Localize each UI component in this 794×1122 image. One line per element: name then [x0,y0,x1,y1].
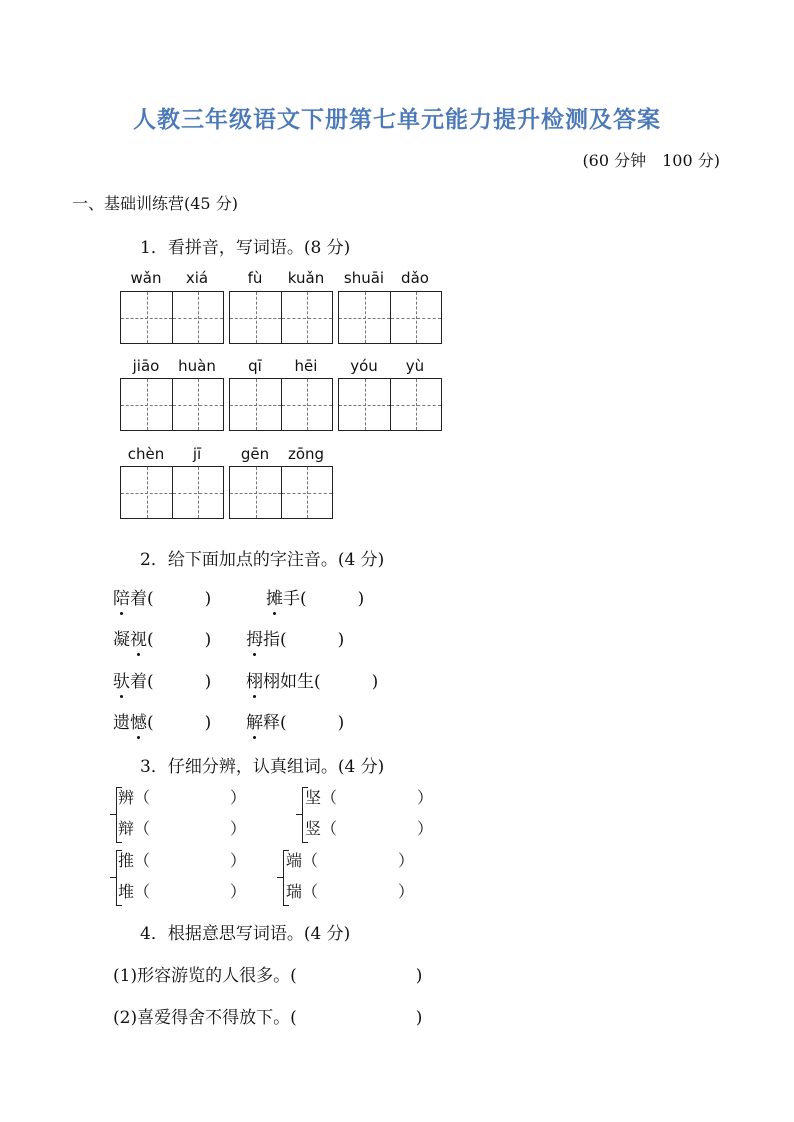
annotate-item: 栩栩如生( ) [246,667,378,692]
definition-item: (1)形容游览的人很多。( ) [113,966,423,986]
annotate-item: 遗憾( ) [113,708,211,733]
annotate-item: 摊手( ) [266,584,364,609]
annotate-item: 拇指( ) [246,625,344,650]
annotate-item: 驮着( ) [113,667,211,692]
writing-cell[interactable] [281,379,332,430]
pinyin-label: kuǎn [287,269,325,287]
writing-box-group[interactable] [229,378,333,431]
pair-line: 端（ ） [286,851,415,870]
pinyin-label: jī [192,445,202,463]
writing-box-group[interactable] [229,291,333,344]
pair-line: 竖（ ） [305,819,434,838]
pinyin-label: huàn [178,357,216,375]
writing-cell[interactable] [281,467,332,518]
pinyin-label: fù [247,269,263,287]
writing-cell[interactable] [390,379,441,430]
pinyin-label: gēn [240,445,270,463]
question-4-title: 4．根据意思写词语。(4 分) [140,924,351,944]
writing-cell[interactable] [230,292,281,343]
annotate-item: 凝视( ) [113,625,211,650]
pair-line: 堆（ ） [118,882,247,901]
pair-line: 坚（ ） [305,788,434,807]
writing-cell[interactable] [281,292,332,343]
pinyin-label: xiá [185,269,209,287]
document-title: 人教三年级语文下册第七单元能力提升检测及答案 [133,107,661,133]
pinyin-label: qī [248,357,262,375]
annotate-item: 陪着( ) [113,584,211,609]
dotted-char: 摊 [266,584,283,609]
writing-cell[interactable] [339,379,390,430]
question-1-title: 1．看拼音，写词语。(8 分) [140,238,351,258]
pinyin-label: chèn [127,445,165,463]
writing-cell[interactable] [230,379,281,430]
writing-cell[interactable] [230,467,281,518]
pinyin-label: hēi [294,357,318,375]
char-pair [286,845,414,907]
dotted-char: 拇 [246,625,263,650]
writing-box-group[interactable] [229,466,333,519]
question-2-title: 2．给下面加点的字注音。(4 分) [140,550,385,570]
writing-box-group[interactable] [338,291,442,344]
pair-line: 瑞（ ） [286,882,415,901]
annotate-item: 解释( ) [246,708,344,733]
pair-line: 辩（ ） [118,819,247,838]
pair-line: 推（ ） [118,851,247,870]
dotted-char: 陪 [113,584,130,609]
pinyin-label: shuāi [343,269,385,287]
dotted-char: 憾 [130,708,147,733]
dotted-char: 解 [246,708,263,733]
writing-cell[interactable] [172,379,223,430]
writing-cell[interactable] [172,292,223,343]
dotted-char: 视 [130,625,147,650]
writing-cell[interactable] [121,467,172,518]
char-pair [305,782,433,844]
char-pair [118,845,246,907]
dotted-char: 驮 [113,667,130,692]
pinyin-label: jiāo [132,357,160,375]
exam-time-score: (60 分钟 100 分) [582,151,720,170]
question-3-title: 3．仔细分辨，认真组词。(4 分) [140,757,385,777]
definition-item: (2)喜爱得舍不得放下。( ) [113,1008,423,1028]
writing-box-group[interactable] [120,291,224,344]
writing-cell[interactable] [172,467,223,518]
dotted-char: 栩 [246,667,263,692]
char-pair [118,782,246,844]
section-heading: 一、基础训练营(45 分) [72,194,238,213]
pinyin-label: zōng [287,445,325,463]
writing-box-group[interactable] [338,378,442,431]
pinyin-label: yù [405,357,425,375]
writing-cell[interactable] [339,292,390,343]
writing-box-group[interactable] [120,466,224,519]
pinyin-label: yóu [350,357,378,375]
pinyin-label: wǎn [130,269,162,287]
writing-cell[interactable] [390,292,441,343]
writing-cell[interactable] [121,292,172,343]
pair-line: 辨（ ） [118,788,247,807]
writing-cell[interactable] [121,379,172,430]
pinyin-label: dǎo [401,269,429,287]
writing-box-group[interactable] [120,378,224,431]
